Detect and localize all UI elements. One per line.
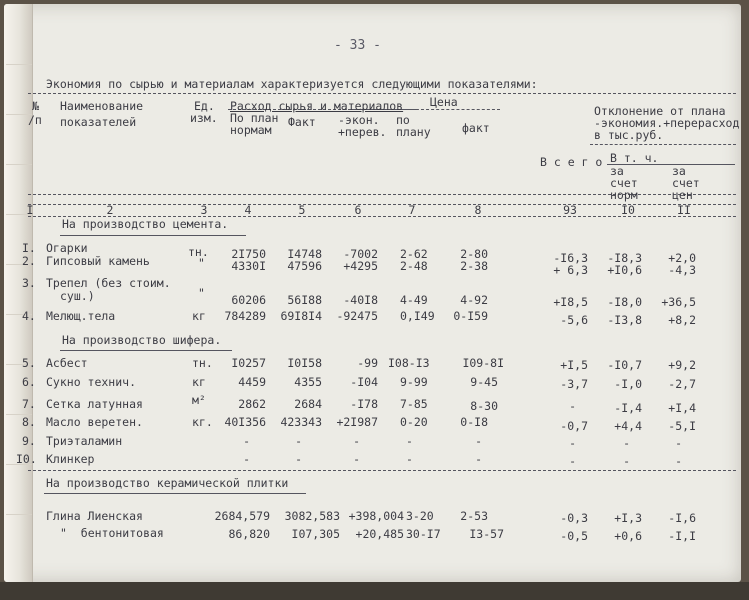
row-price: -I,I [668, 529, 696, 543]
row-total: -3,7 [560, 377, 588, 391]
row-unit: кг. [192, 415, 213, 429]
row-econ: - [353, 452, 360, 466]
row-price: -4,3 [668, 263, 696, 277]
row-plan: 60206 [231, 293, 266, 307]
row-norm: +I,3 [614, 511, 642, 525]
col-number: 3 [200, 203, 208, 217]
header-plan-norm-1: По план [230, 111, 279, 125]
row-fact: I4748 [287, 247, 322, 261]
row-name: Глина Лиенская [46, 509, 143, 523]
row-total: -I6,3 [553, 251, 588, 265]
row-price-fact: 4-92 [460, 293, 488, 307]
row-plan: 2862 [238, 397, 266, 411]
row-price-fact: 2-38 [460, 259, 488, 273]
row-name: Трепел (без стоим. [46, 276, 171, 290]
row-norm: - [623, 454, 630, 468]
row-total: -0,5 [560, 529, 588, 543]
row-name: Масло веретен. [46, 415, 143, 429]
row-fact: I0I58 [287, 356, 322, 370]
row-price-plan: 2-48 [400, 259, 428, 273]
header-incl: В т. ч. [610, 151, 659, 165]
row-norm: +0,6 [614, 529, 642, 543]
row-price-plan: 9-99 [400, 375, 428, 389]
row-num: I. [22, 241, 36, 255]
col-number: 4 [244, 203, 252, 217]
row-plan: I0257 [231, 356, 266, 370]
row-plan: 784289 [224, 309, 266, 323]
header-by-price-3: цен [672, 188, 693, 202]
col-number: I0 [621, 203, 635, 217]
header-num-2: /п [28, 113, 42, 127]
row-price: -2,7 [668, 377, 696, 391]
row-name: Триэталамин [46, 434, 123, 448]
row-total: - [569, 436, 576, 450]
header-fact: Факт [288, 115, 316, 129]
row-econ: -7002 [343, 247, 378, 261]
row-plan: 2684,579 [214, 509, 270, 523]
section-title: На производство цемента. [62, 217, 229, 231]
row-plan: 4330I [231, 259, 266, 273]
row-unit: м² [192, 393, 206, 407]
row-plan: - [243, 434, 250, 448]
row-plan: 2I750 [231, 247, 266, 261]
header-price: Цена [430, 95, 458, 109]
header-rule-top [28, 93, 736, 94]
document-page [4, 4, 741, 582]
row-price: -I,6 [668, 511, 696, 525]
section-underline [60, 235, 246, 236]
row-total: - [569, 399, 576, 413]
row-unit: кг [192, 309, 206, 323]
row-econ: +4295 [343, 259, 378, 273]
row-num: 5. [22, 356, 36, 370]
row-price-plan: 30-I7 [406, 527, 441, 541]
row-econ: -I78 [350, 397, 378, 411]
row-name: Огарки [46, 241, 88, 255]
row-norm: -I8,0 [607, 295, 642, 309]
header-deviation-1: Отклонение от плана [594, 104, 726, 118]
header-unit-2: изм. [190, 111, 218, 125]
row-price-fact: I3-57 [469, 527, 504, 541]
col-number: 2 [106, 203, 114, 217]
row-price-plan: 7-85 [400, 397, 428, 411]
row-norm: - [623, 436, 630, 450]
row-norm: -I0,7 [607, 358, 642, 372]
row-price-fact: 0-I8 [460, 415, 488, 429]
row-price-plan: - [406, 452, 413, 466]
row-num: I0. [16, 452, 37, 466]
header-by-norm-3: норм [610, 188, 638, 202]
row-total: + 6,3 [553, 263, 588, 277]
header-econ-1: -экон. [338, 113, 380, 127]
header-deviation-2: -экономия.+перерасход [594, 116, 740, 130]
row-num: 8. [22, 415, 36, 429]
col-number: 8 [474, 203, 482, 217]
row-num: 9. [22, 434, 36, 448]
row-price-fact: - [475, 434, 482, 448]
col-number: 6 [354, 203, 362, 217]
row-num: 3. [22, 276, 36, 290]
row-price-plan: 4-49 [400, 293, 428, 307]
row-fact: 4355 [294, 375, 322, 389]
col-number: 5 [298, 203, 306, 217]
row-econ: -40I8 [343, 293, 378, 307]
row-price-plan: 0-20 [400, 415, 428, 429]
row-econ: - [353, 434, 360, 448]
row-name: " бентонитовая [60, 526, 164, 540]
row-plan: 86,820 [228, 527, 270, 541]
row-norm: -I3,8 [607, 313, 642, 327]
row-price-fact: - [475, 452, 482, 466]
col-number: II [677, 203, 691, 217]
row-econ: -92475 [336, 309, 378, 323]
col-number: 7 [408, 203, 416, 217]
row-total: -0,3 [560, 511, 588, 525]
row-price: - [675, 454, 682, 468]
row-num: 7. [22, 397, 36, 411]
row-econ: +2I987 [336, 415, 378, 429]
row-econ: +20,485 [355, 527, 404, 541]
row-unit: тн. [188, 245, 209, 259]
row-econ: -99 [357, 356, 378, 370]
section-underline [60, 350, 232, 351]
row-fact: I07,305 [291, 527, 340, 541]
header-unit-1: Ед. [194, 99, 215, 113]
section-title: На производство керамической плитки [46, 476, 289, 490]
row-name: Сетка латунная [46, 397, 143, 411]
row-fact: 3082,583 [284, 509, 340, 523]
header-rule-deviation [590, 144, 736, 145]
header-price-fact: факт [462, 121, 490, 135]
row-price: +9,2 [668, 358, 696, 372]
row-fact: 423343 [280, 415, 322, 429]
row-name-2: суш.) [60, 289, 95, 303]
header-by-price-2: счет [672, 176, 700, 190]
row-num: 4. [22, 309, 36, 323]
row-price: +2,0 [668, 251, 696, 265]
row-name: Клинкер [46, 452, 95, 466]
row-norm: -I,4 [614, 401, 642, 415]
row-price: +8,2 [668, 313, 696, 327]
row-total: -5,6 [560, 313, 588, 327]
binding-strip [4, 4, 33, 582]
row-unit: " [198, 286, 205, 300]
header-price-plan-2: плану [396, 125, 431, 139]
row-fact: 2684 [294, 397, 322, 411]
row-price-plan: 3-20 [406, 509, 434, 523]
row-fact: 69I8I4 [280, 309, 322, 323]
row-fact: - [295, 452, 302, 466]
row-total: +I8,5 [553, 295, 588, 309]
header-num: № [32, 99, 39, 113]
row-plan: 4459 [238, 375, 266, 389]
row-fact: 56I88 [287, 293, 322, 307]
header-plan-norm-2: нормам [230, 123, 272, 137]
row-norm: +I0,6 [607, 263, 642, 277]
header-name-1: Наименование [60, 99, 144, 113]
row-unit: " [198, 256, 205, 270]
row-num: 6. [22, 375, 36, 389]
row-unit: кг [192, 375, 206, 389]
row-total: +I,5 [560, 358, 588, 372]
row-name: Гипсовый камень [46, 254, 150, 268]
row-econ: +398,004 [348, 509, 404, 523]
header-deviation-3: в тыс.руб. [594, 128, 664, 142]
row-fact: - [295, 434, 302, 448]
section-rule [28, 470, 736, 471]
row-price-plan: I08-I3 [388, 356, 430, 370]
scan-background [0, 582, 749, 600]
row-price-plan: 2-62 [400, 247, 428, 261]
header-by-norm-1: за [610, 164, 624, 178]
header-consumption: Расход сырья и материалов [230, 99, 404, 113]
row-norm: -I8,3 [607, 251, 642, 265]
col-number: 93 [563, 203, 577, 217]
page-number: - 33 - [334, 38, 381, 53]
row-econ: -I04 [350, 375, 378, 389]
row-price: +I,4 [668, 401, 696, 415]
row-name: Мелющ.тела [46, 309, 116, 323]
header-econ-2: +перев. [338, 125, 387, 139]
page-title: Экономия по сырью и материалам характеризуется следующими показателями: [46, 77, 538, 91]
row-total: -0,7 [560, 419, 588, 433]
col-number: I [26, 203, 34, 217]
row-total: - [569, 454, 576, 468]
row-price-plan: 0,I49 [400, 309, 435, 323]
section-title: На производство шифера. [62, 333, 222, 347]
row-plan: - [243, 452, 250, 466]
section-underline [44, 493, 306, 494]
header-by-price-1: за [672, 164, 686, 178]
row-price: -5,I [668, 419, 696, 433]
row-plan: 40I356 [224, 415, 266, 429]
header-total: В с е г о [540, 155, 603, 169]
row-fact: 47596 [287, 259, 322, 273]
row-price: +36,5 [661, 295, 696, 309]
row-price-fact: I09-8I [462, 356, 504, 370]
row-price-fact: 8-30 [470, 399, 498, 413]
row-price-fact: 2-53 [460, 509, 488, 523]
row-price-fact: 0-I59 [453, 309, 488, 323]
row-price: - [675, 436, 682, 450]
row-price-plan: - [406, 434, 413, 448]
row-unit: тн. [192, 356, 213, 370]
row-norm: -I,0 [614, 377, 642, 391]
header-price-plan-1: по [396, 113, 410, 127]
header-by-norm-2: счет [610, 176, 638, 190]
row-price-fact: 2-80 [460, 247, 488, 261]
row-name: Сукно технич. [46, 375, 137, 389]
header-name-2: показателей [60, 115, 137, 129]
row-norm: +4,4 [614, 419, 642, 433]
row-price-fact: 9-45 [470, 375, 498, 389]
row-name: Асбест [46, 356, 88, 370]
row-num: 2. [22, 254, 36, 268]
